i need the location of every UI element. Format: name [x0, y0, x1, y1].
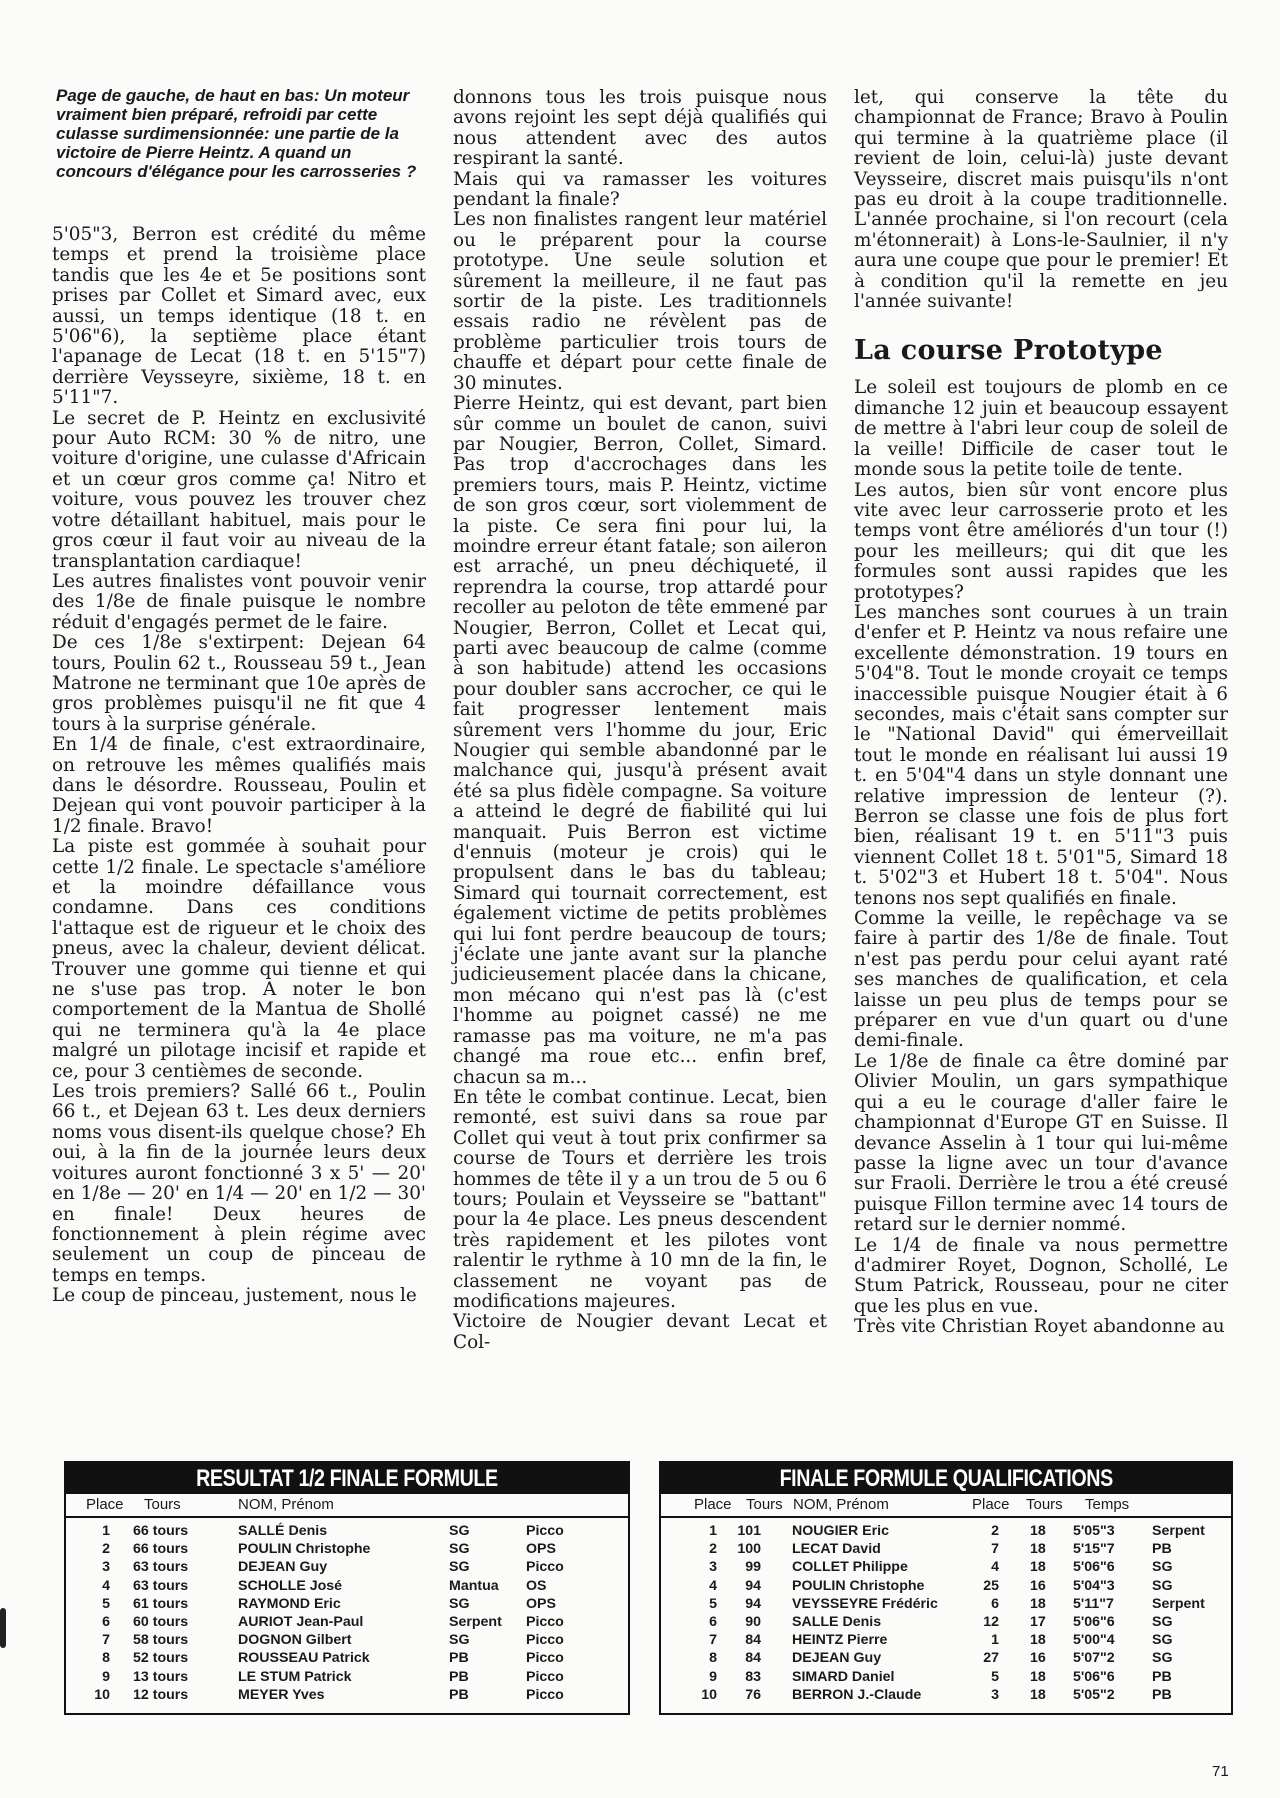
paragraph: Le coup de pinceau, justement, nous le	[52, 1285, 417, 1307]
cell-tours: 60 tours	[133, 1613, 189, 1630]
table-title: RESULTAT 1/2 FINALE FORMULE	[66, 1463, 628, 1494]
cell-chassis: Serpent	[449, 1613, 502, 1630]
text-column-1	[52, 86, 426, 1307]
cell-qual-tours: 18	[1030, 1523, 1046, 1539]
cell-chassis: SG	[449, 1541, 470, 1558]
paragraph: Le soleil est toujours de plomb en ce dimanche 12 juin et beaucoup essayent de mettre à l'abri leur coup de soleil de la veille! Difficile de caser tout le monde sous la petite toile de tente.	[854, 377, 1228, 481]
cell-qual-tours: 18	[1030, 1541, 1046, 1558]
cell-place: 7	[102, 1632, 110, 1649]
cell-name: DEJEAN Guy	[792, 1650, 882, 1667]
paragraph: Le 1/4 de finale va nous permettre d'admirer Royet, Dognon, Schollé, Le Stum Patrick, Rousseau, pour ne citer que les plus en vue.	[854, 1234, 1228, 1317]
cell-place: 7	[709, 1632, 717, 1649]
cell-tours: 99	[745, 1559, 761, 1576]
cell-tours: 58 tours	[133, 1632, 189, 1649]
cell-tours: 66 tours	[133, 1541, 189, 1558]
table-row	[661, 1613, 1231, 1631]
cell-qual-place: 3	[991, 1686, 999, 1703]
table-row	[66, 1577, 628, 1595]
cell-engine: Picco	[526, 1632, 564, 1649]
cell-qual-place: 25	[983, 1577, 999, 1594]
cell-name: AURIOT Jean-Paul	[238, 1613, 364, 1630]
table-row	[66, 1686, 628, 1704]
cell-chassis: PB	[449, 1668, 469, 1685]
paragraph: Les autos, bien sûr vont encore plus vite avec leur carrosserie proto et les temps vont être améliorés d'un tour (!) pour les meilleurs; qui dit que les formules sont aussi rapides que les prototypes?	[854, 479, 1228, 603]
cell-tours: 13 tours	[133, 1668, 189, 1685]
cell-tours: 52 tours	[133, 1650, 189, 1667]
cell-place: 3	[102, 1559, 110, 1576]
paragraph: 5'05"3, Berron est crédité du même temps et prend la troisième place tandis que les 4e et 5e positions sont prises par Collet et Simard avec, eux aussi, un temps identique (18 t. en 5'06"6), la septième place étant l'apanage de Lecat (18 t. en 5'15"7) derrière Veysseyre, sixième, 18 t. en 5'11"7.	[52, 224, 426, 409]
results-semifinal-table	[64, 1461, 630, 1715]
paragraph: Les autres finalistes vont pouvoir venir des 1/8e de finale puisque le nombre réduit d'engagés permet de le faire.	[52, 570, 426, 633]
cell-qual-place: 2	[991, 1523, 999, 1539]
cell-engine: Picco	[526, 1686, 564, 1703]
cell-chassis: SG	[449, 1523, 470, 1539]
table-body	[661, 1522, 1231, 1704]
cell-time: 5'05"3	[1073, 1523, 1115, 1539]
table-rule	[66, 1516, 628, 1518]
cell-qual-place: 7	[991, 1541, 999, 1558]
cell-chassis: SG	[1152, 1577, 1173, 1594]
paragraph: De ces 1/8e s'extirpent: Dejean 64 tours, Poulin 62 t., Rousseau 59 t., Jean Matrone ne terminant que 10e après de gros problèmes puisqu'il ne fit que 4 tours à la surprise générale.	[52, 632, 426, 735]
cell-name: NOUGIER Eric	[792, 1523, 889, 1539]
table-row	[661, 1668, 1231, 1686]
cell-name: SCHOLLE José	[238, 1577, 343, 1594]
cell-qual-tours: 18	[1030, 1668, 1046, 1685]
cell-chassis: PB	[1152, 1686, 1172, 1703]
cell-chassis: Serpent	[1152, 1523, 1205, 1539]
cell-tours: 90	[745, 1613, 761, 1630]
cell-qual-place: 4	[991, 1559, 999, 1576]
table-title: FINALE FORMULE QUALIFICATIONS	[661, 1463, 1231, 1494]
cell-place: 10	[94, 1686, 110, 1703]
paragraph: Très vite Christian Royet abandonne au	[854, 1316, 1225, 1338]
table-row	[661, 1522, 1231, 1540]
cell-engine: OPS	[526, 1595, 556, 1612]
cell-time: 5'04"3	[1073, 1577, 1115, 1594]
cell-qual-tours: 18	[1030, 1686, 1046, 1703]
cell-time: 5'06"6	[1073, 1668, 1115, 1685]
cell-place: 2	[709, 1541, 717, 1558]
cell-name: RAYMOND Eric	[238, 1595, 341, 1612]
cell-chassis: SG	[1152, 1650, 1173, 1667]
table-row	[661, 1631, 1231, 1649]
cell-chassis: PB	[1152, 1541, 1172, 1558]
cell-tours: 12 tours	[133, 1686, 189, 1703]
table-row	[66, 1540, 628, 1558]
paragraph: Les non finalistes rangent leur matériel ou le préparent pour la course prototype. Une seule solution et sûrement la meilleure, il ne faut pas sortir de la piste. Les traditionnels essais radio ne révèlent pas de problème particulier trois tours de chauffe et départ pour cette finale de 30 minutes.	[453, 209, 827, 394]
table-row	[661, 1686, 1231, 1704]
header-place: Place	[694, 1496, 732, 1513]
table-header-row	[66, 1494, 628, 1514]
cell-place: 2	[102, 1541, 110, 1558]
table-row	[661, 1577, 1231, 1595]
cell-engine: Picco	[526, 1523, 564, 1539]
cell-qual-tours: 18	[1030, 1595, 1046, 1612]
cell-engine: Picco	[526, 1650, 564, 1667]
header-name: NOM, Prénom	[793, 1496, 889, 1513]
cell-chassis: PB	[449, 1650, 469, 1667]
cell-qual-place: 5	[991, 1668, 999, 1685]
cell-name: DEJEAN Guy	[238, 1559, 328, 1576]
cell-qual-place: 6	[991, 1595, 999, 1612]
cell-tours: 94	[745, 1595, 761, 1612]
cell-tours: 63 tours	[133, 1577, 189, 1594]
cell-place: 4	[102, 1577, 110, 1594]
cell-chassis: PB	[1152, 1668, 1172, 1685]
cell-engine: Picco	[526, 1668, 564, 1685]
cell-place: 5	[102, 1595, 110, 1612]
cell-qual-place: 12	[983, 1613, 999, 1630]
cell-tours: 84	[745, 1632, 761, 1649]
cell-engine: OS	[526, 1577, 547, 1594]
cell-name: DOGNON Gilbert	[238, 1632, 352, 1649]
paragraph: La piste est gommée à souhait pour cette 1/2 finale. Le spectacle s'améliore et la moindre défaillance vous condamne. Dans ces conditions l'attaque est de rigueur et le choix des pneus, avec la chaleur, devient délicat. Trouver une gomme qui tienne et qui ne s'use pas trop. A noter le bon comportement de la Mantua de Shollé qui ne terminera qu'à la 4e place malgré un pilotage incisif et rapide et ce, pour 3 centièmes de seconde.	[52, 836, 426, 1082]
cell-place: 1	[102, 1523, 110, 1539]
cell-name: COLLET Philippe	[792, 1559, 908, 1576]
table-row	[66, 1631, 628, 1649]
paragraph: Victoire de Nougier devant Lecat et Col-	[453, 1311, 827, 1353]
cell-time: 5'11"7	[1073, 1595, 1114, 1612]
cell-qual-tours: 16	[1030, 1650, 1046, 1667]
header-qual-tours: Tours	[1026, 1496, 1063, 1513]
cell-place: 4	[709, 1577, 717, 1594]
header-tours: Tours	[144, 1496, 181, 1513]
cell-place: 3	[709, 1559, 717, 1576]
header-tours: Tours	[746, 1496, 783, 1513]
cell-place: 10	[701, 1686, 717, 1703]
cell-name: SIMARD Daniel	[792, 1668, 895, 1685]
cell-tours: 100	[737, 1541, 761, 1558]
table-row	[66, 1522, 628, 1540]
cell-qual-tours: 18	[1030, 1559, 1046, 1576]
table-row	[66, 1558, 628, 1576]
cell-tours: 76	[745, 1686, 761, 1703]
section-heading: La course Prototype	[854, 335, 1163, 367]
cell-engine: OPS	[526, 1541, 556, 1558]
cell-engine: Picco	[526, 1613, 564, 1630]
table-row	[66, 1595, 628, 1613]
cell-place: 8	[102, 1650, 110, 1667]
cell-name: MEYER Yves	[238, 1686, 325, 1703]
paragraph: Les manches sont courues à un train d'enfer et P. Heintz va nous refaire une excellente démonstration. 19 tours en 5'04"8. Tout le monde croyait ce temps inaccessible puisque Nougier était à 6 secondes, mais c'était sans compter sur le "National David" qui émerveillait tout le monde en réalisant lui aussi 19 t. en 5'04"4 dans un style donnant une relative impression de lenteur (?). Berron se classe une fois de plus fort bien, réalisant 19 t. en 5'11"3 puis viennent Collet 18 t. 5'01"5, Simard 18 t. 5'02"3 et Hubert 18 t. 5'04". Nous tenons nos sept qualifiés en finale.	[854, 601, 1228, 909]
cell-place: 8	[709, 1650, 717, 1667]
cell-time: 5'15"7	[1073, 1541, 1115, 1558]
cell-qual-tours: 18	[1030, 1632, 1046, 1649]
cell-chassis: SG	[1152, 1559, 1173, 1576]
cell-chassis: SG	[449, 1632, 470, 1649]
page-number: 71	[1212, 1763, 1229, 1780]
cell-time: 5'06"6	[1073, 1559, 1115, 1576]
cell-chassis: SG	[1152, 1613, 1173, 1630]
cell-name: HEINTZ Pierre	[792, 1632, 888, 1649]
table-row	[661, 1540, 1231, 1558]
paragraph: Mais qui va ramasser les voitures pendant la finale?	[453, 168, 827, 211]
table-row	[661, 1649, 1231, 1667]
cell-place: 6	[102, 1613, 110, 1630]
cell-name: LE STUM Patrick	[238, 1668, 352, 1685]
cell-tours: 61 tours	[133, 1595, 189, 1612]
cell-tours: 101	[737, 1523, 761, 1539]
paragraph: Le 1/8e de finale ca être dominé par Olivier Moulin, un gars sympathique qui a eu le courage d'aller faire le championnat d'Europe GT en Suisse. Il devance Asselin à 1 tour qui lui-même passe la ligne avec un tour d'avance sur Fraoli. Derrière le trou a été creusé puisque Fillon termine avec 14 tours de retard sur le dernier nommé.	[854, 1050, 1228, 1236]
cell-chassis: Serpent	[1152, 1595, 1205, 1612]
cell-name: LECAT David	[792, 1541, 881, 1558]
cell-chassis: SG	[449, 1559, 470, 1576]
header-name: NOM, Prénom	[238, 1496, 334, 1513]
cell-time: 5'07"2	[1073, 1650, 1115, 1667]
table-row	[66, 1649, 628, 1667]
cell-chassis: SG	[449, 1595, 470, 1612]
cell-place: 9	[709, 1668, 717, 1685]
cell-place: 5	[709, 1595, 717, 1612]
cell-tours: 63 tours	[133, 1559, 189, 1576]
cell-tours: 66 tours	[133, 1523, 189, 1539]
text-column-3	[854, 88, 1228, 1338]
cell-chassis: Mantua	[449, 1577, 499, 1594]
cell-tours: 84	[745, 1650, 761, 1667]
cell-name: POULIN Christophe	[792, 1577, 925, 1594]
cell-name: POULIN Christophe	[238, 1541, 371, 1558]
cell-place: 1	[709, 1523, 717, 1539]
cell-place: 9	[102, 1668, 110, 1685]
cell-tours: 94	[745, 1577, 761, 1594]
header-time: Temps	[1085, 1496, 1130, 1513]
cell-time: 5'00"4	[1073, 1632, 1115, 1649]
table-row	[66, 1613, 628, 1631]
cell-engine: Picco	[526, 1559, 564, 1576]
header-qual-place: Place	[972, 1496, 1010, 1513]
paragraph: donnons tous les trois puisque nous avons rejoint les sept déjà qualifiés qui nous attendent avec des autos respirant la santé.	[453, 87, 827, 170]
cell-time: 5'05"2	[1073, 1686, 1115, 1703]
table-row	[661, 1595, 1231, 1613]
table-header-row	[661, 1494, 1231, 1514]
cell-qual-place: 1	[991, 1632, 999, 1649]
cell-name: VEYSSEYRE Frédéric	[792, 1595, 938, 1612]
cell-qual-tours: 16	[1030, 1577, 1046, 1594]
cell-name: BERRON J.-Claude	[792, 1686, 922, 1703]
final-qualifications-table	[659, 1461, 1233, 1715]
paragraph: En 1/4 de finale, c'est extraordinaire, on retrouve les mêmes qualifiés mais dans le désordre. Rousseau, Poulin et Dejean qui vont pouvoir participer à la 1/2 finale. Bravo!	[52, 734, 426, 837]
paragraph: Comme la veille, le repêchage va se faire à partir des 1/8e de finale. Tout n'est pas perdu pour celui ayant raté ses manches de qualification, et cela laisse un peu plus de temps pour se préparer en vue d'un quart ou d'une demi-finale.	[854, 908, 1228, 1052]
cell-time: 5'06"6	[1073, 1613, 1115, 1630]
cell-name: SALLE Denis	[792, 1613, 882, 1630]
cell-chassis: SG	[1152, 1632, 1173, 1649]
paragraph: Pierre Heintz, qui est devant, part bien sûr comme un boulet de canon, suivi par Nougier, Berron, Collet, Simard. Pas trop d'accrochages dans les premiers tours, mais P. Heintz, victime de son gros cœur, sort violemment de la piste. Ce sera fini pour lui, la moindre erreur étant fatale; son aileron est arraché, un pneu déchiqueté, il reprendra la course, trop attardé pour recoller au peloton de tête emmené par Nougier, Berron, Collet et Lecat qui, parti avec beaucoup de calme (comme à son habitude) attend les occasions pour doubler sans accrocher, ce qui le fait progresser lentement mais sûrement vers l'homme du jour, Eric Nougier qui semble abandonné par le malchance qui, jusqu'à présent avait été sa plus fidèle compagne. Sa voiture a atteind le degré de fiabilité qui lui manquait. Puis Berron est victime d'ennuis (moteur je crois) qui le propulsent dans le bas du tableau; Simard qui tournait correctement, est également victime de petits problèmes qui lui font perdre beaucoup de tours; j'éclate une jante avant sur la planche judicieusement placée dans la chicane, mon mécano qui n'est pas là (c'est l'homme au poignet cassé) ne me ramasse pas ma voiture, ne m'a pas changé ma roue etc... enfin bref, chacun sa m...	[453, 393, 827, 1088]
binding-edge-mark	[0, 1608, 6, 1648]
paragraph: En tête le combat continue. Lecat, bien remonté, est suivi dans sa roue par Collet qui veut à tout prix confirmer sa course de Tours et derrière les trois hommes de tête il y a un trou de 5 ou 6 tours; Poulain et Veysseire se "battant" pour la 4e place. Les pneus descendent très rapidement et les pilotes vont ralentir le rythme à 10 mn de la fin, le classement ne voyant pas de modifications majeures.	[453, 1086, 827, 1312]
paragraph: Les trois premiers? Sallé 66 t., Poulin 66 t., et Dejean 63 t. Les deux derniers noms vous disent-ils quelque chose? Eh oui, à la fin de la journée leurs deux voitures auront fonctionné 3 x 5' — 20' en 1/8e — 20' en 1/4 — 20' en 1/2 — 30' en finale! Deux heures de fonctionnement à plein régime avec seulement un coup de pinceau de temps en temps.	[52, 1081, 426, 1286]
text-column-2	[453, 88, 827, 1353]
photo-caption: Page de gauche, de haut en bas: Un moteur vraiment bien préparé, refroidi par cette culasse surdimensionnée: une partie de la victoire de Pierre Heintz. A quand un concours d'élégance pour les carrosseries ?	[56, 86, 417, 181]
table-row	[66, 1668, 628, 1686]
cell-name: SALLÉ Denis	[238, 1523, 328, 1539]
table-body	[66, 1522, 628, 1704]
table-row	[661, 1558, 1231, 1576]
cell-name: ROUSSEAU Patrick	[238, 1650, 370, 1667]
paragraph: Le secret de P. Heintz en exclusivité pour Auto RCM: 30 % de nitro, une voiture d'origine, une culasse d'Africain et un cœur gros comme ça! Nitro et voiture, vous pouvez les trouver chez votre détaillant habituel, mais pour le gros cœur il faut voir au niveau de la transplantation cardiaque!	[52, 407, 426, 572]
cell-tours: 83	[745, 1668, 761, 1685]
cell-chassis: PB	[449, 1686, 469, 1703]
cell-place: 6	[709, 1613, 717, 1630]
cell-qual-tours: 17	[1030, 1613, 1046, 1630]
header-place: Place	[86, 1496, 124, 1513]
paragraph: let, qui conserve la tête du championnat de France; Bravo à Poulin qui termine à la quatrième place (il revient de loin, celui-là) juste devant Veysseire, discret mais puisqu'ils n'ont pas eu droit à la coupe traditionnelle. L'année prochaine, si l'on recourt (cela m'étonnerait) à Lons-le-Saulnier, il n'y aura une coupe que pour le premier! Et à condition qu'il la remette en jeu l'année suivante!	[854, 87, 1228, 313]
cell-qual-place: 27	[983, 1650, 999, 1667]
table-rule	[661, 1516, 1231, 1518]
